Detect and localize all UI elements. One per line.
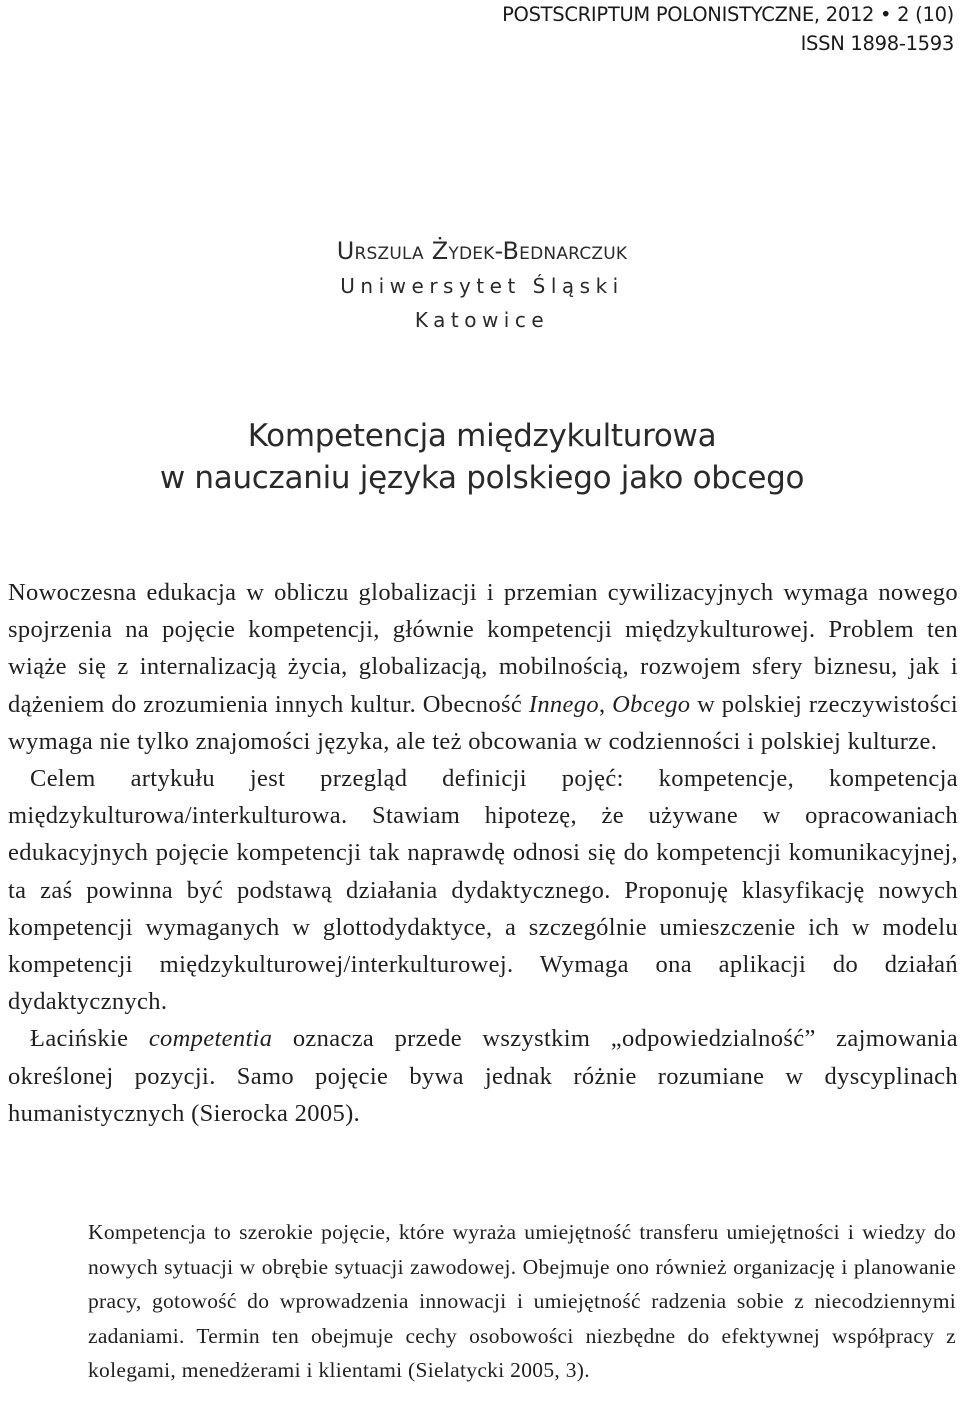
journal-header [502,0,954,58]
body-text-rest: oznacza przede wszystkim „odpowiedzialność” zajmowania określonej pozycji. Samo pojęcie bywa jednak różnie rozumiane w dyscyplinach humanistycznych (Sierocka 2005). [8,1025,958,1127]
abstract-paragraph-1 [8,574,958,760]
abstract [8,574,958,1132]
author-name: Urszula Żydek-Bednarczuk [336,237,628,265]
emphasis-obcego: Obcego [612,690,691,718]
block-quote: Kompetencja to szerokie pojęcie, które wyraża umiejętność transferu umiejętności i wiedzy do nowych sytuacji w obrębie sytuacji zawodowej. Obejmuje ono również organizację i planowanie pracy, gotowość do wprowadzenia innowacji i umiejętność radzenia sobie z niecodziennymi zadaniami. Termin ten obejmuje cechy osobowości niezbędne do efektywnej współpracy z kolegami, menedżerami i klientami (Sielatycki 2005, 3). [88,1220,956,1383]
abstract-comma: , [598,690,613,718]
body-text-start: Łacińskie [30,1025,149,1053]
author-university: Uniwersytet Śląski [340,274,624,298]
article-title [0,415,960,499]
issn: ISSN 1898-1593 [800,32,954,55]
abstract-text-1: Nowoczesna edukacja w obliczu globalizacji i przemian cywilizacyjnych wymaga nowego spojrzenia na pojęcie kompetencji, głównie kompetencji międzykulturowej. Problem ten wiąże się z internalizacją życia, globalizacją, mobilnością, rozwojem sfery biznesu, jak i dążeniem do zrozumienia innych kultur. Obecność [8,579,958,718]
author-city: Katowice [414,308,550,332]
emphasis-competentia: competentia [148,1025,273,1053]
journal-title: POSTSCRIPTUM POLONISTYCZNE, 2012 • 2 (10) [502,3,954,26]
body-paragraph-1 [8,1020,958,1132]
author-block [0,233,960,337]
abstract-text-2: w polskiej rzeczywistości wymaga nie tylko znajomości języka, ale też obcowania w codzienności i polskiej kulturze. [8,690,958,755]
title-line-2: w nauczaniu języka polskiego jako obcego [159,460,805,496]
title-line-1: Kompetencja międzykulturowa [247,418,717,454]
emphasis-innego: Innego [528,690,599,718]
abstract-paragraph-2: Celem artykułu jest przegląd definicji pojęć: kompetencje, kompetencja międzykulturowa/interkulturowa. Stawiam hipotezę, że używane w opracowaniach edukacyjnych pojęcie kompetencji tak naprawdę odnosi się do kompetencji komunikacyjnej, ta zaś powinna być podstawą działania dydaktycznego. Proponuję klasyfikację nowych kompetencji wymaganych w glottodydaktyce, a szczególnie umieszczenie ich w modelu kompetencji międzykulturowej/interkulturowej. Wymaga ona aplikacji do działań dydaktycznych. [8,765,958,1016]
